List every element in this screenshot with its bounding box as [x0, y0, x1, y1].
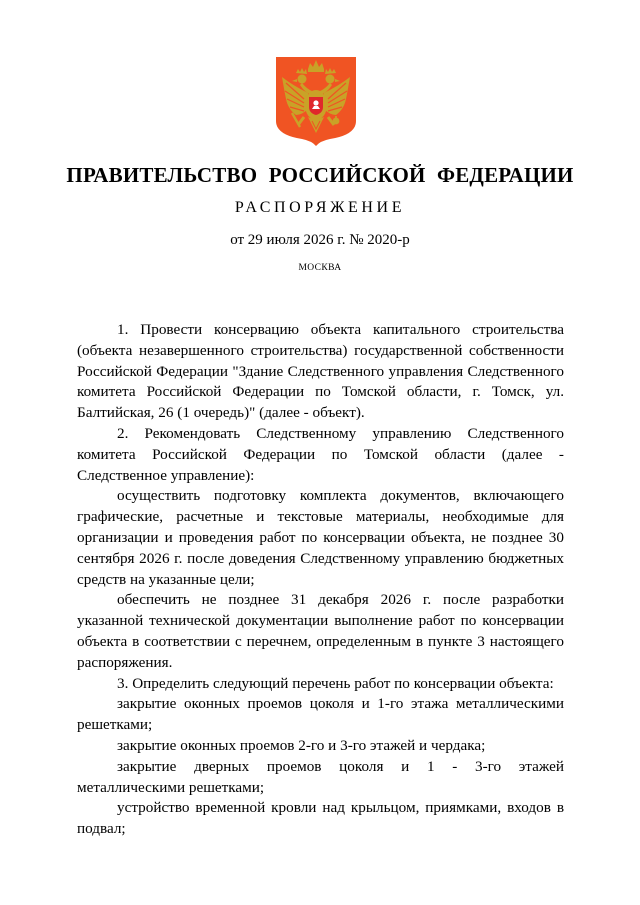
paragraph-item-2: 2. Рекомендовать Следственному управлению Следственного комитета Российской Федерации по Томской области (далее - Следственное управление): — [77, 424, 564, 484]
government-title: ПРАВИТЕЛЬСТВО РОССИЙСКОЙ ФЕДЕРАЦИИ — [66, 163, 574, 187]
document-date-number: от 29 июля 2026 г. № 2020-р — [230, 232, 410, 248]
document-body — [77, 320, 564, 840]
russian-coat-of-arms-icon — [274, 55, 358, 147]
document-city: МОСКВА — [298, 263, 342, 273]
document-type: РАСПОРЯЖЕНИЕ — [234, 199, 406, 216]
paragraph-subitem: устройство временной кровли над крыльцом, приямками, входов в подвал; — [77, 799, 564, 838]
paragraph-subitem: закрытие дверных проемов цоколя и 1 - 3-го этажей металлическими решетками; — [77, 757, 564, 796]
paragraph-subitem: закрытие оконных проемов цоколя и 1-го этажа металлическими решетками; — [77, 695, 564, 734]
paragraph-subitem: закрытие оконных проемов 2-го и 3-го этажей и чердака; — [117, 736, 486, 754]
paragraph-item-1: 1. Провести консервацию объекта капитального строительства (объекта незавершенного строительства) государственной собственности Российской Федерации "Здание Следственного управления Следственного комитета Российской Федерации по Томской области, г. Томск, ул. Балтийская, 26 (1 очередь)" (далее - объект). — [77, 321, 564, 422]
paragraph-item-3: 3. Определить следующий перечень работ по консервации объекта: — [117, 674, 554, 692]
paragraph-subitem: обеспечить не позднее 31 декабря 2026 г. после разработки указанной технической документации выполнение работ по консервации объекта в соответствии с перечнем, определенным в пункте 3 настоящего распоряжения. — [77, 591, 564, 671]
paragraph-subitem: осуществить подготовку комплекта документов, включающего графические, расчетные и текстовые материалы, необходимые для организации и проведения работ по консервации объекта, не позднее 30 сентября 2026 г. после доведения Следственному управлению бюджетных средств на указанные цели; — [77, 487, 564, 588]
